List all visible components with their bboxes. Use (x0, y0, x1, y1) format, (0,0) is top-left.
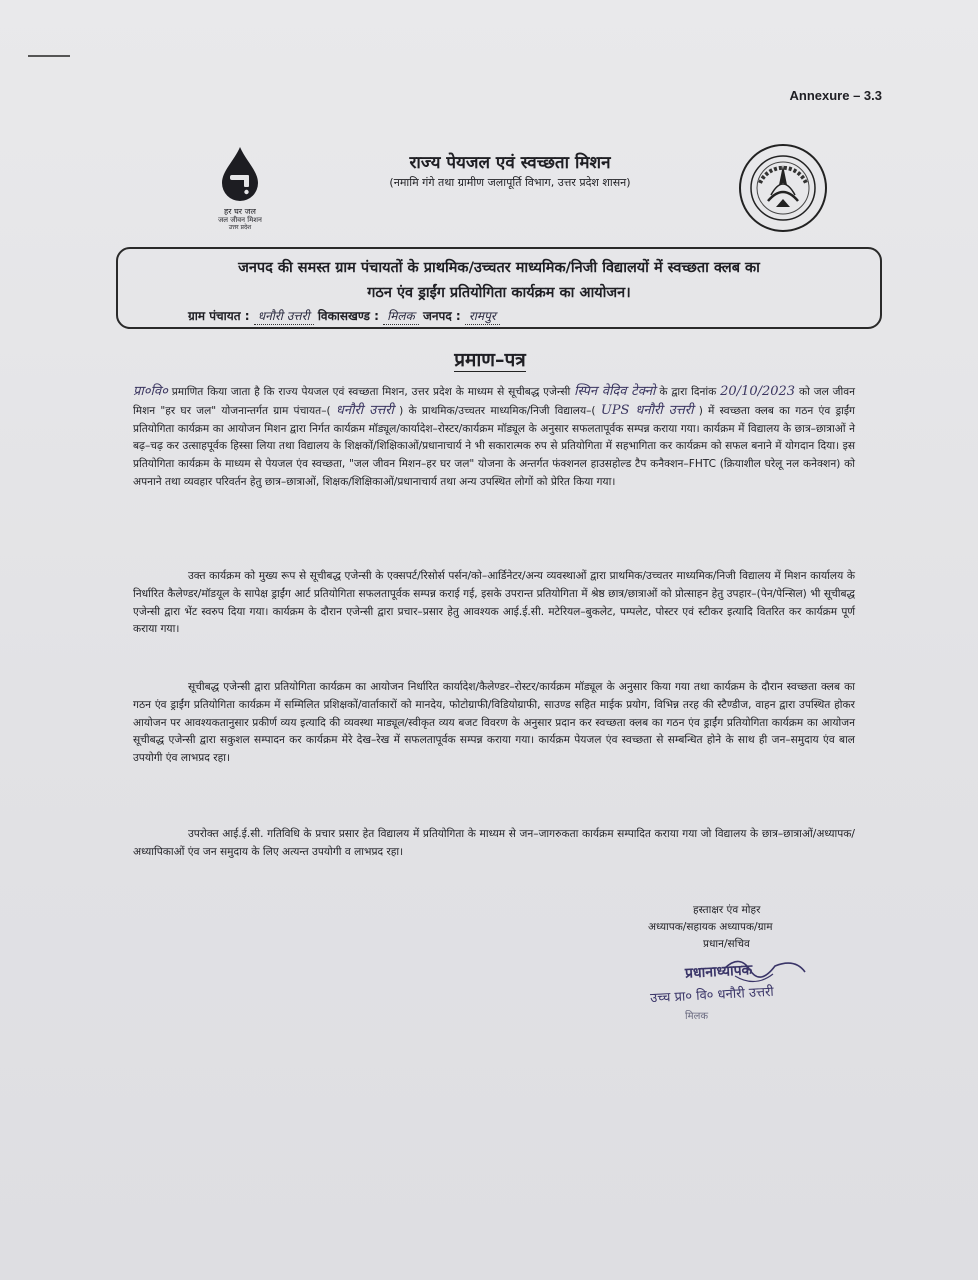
certificate-paragraph-3: सूचीबद्ध एजेन्सी द्वारा प्रतियोगिता कार्यक्रम का आयोजन निर्धारित कार्यादेश/कैलेण्डर–रोस्टर/कार्यक्रम मॉड्यूल के अनुसार किया गया तथा कार्यक्रम के दौरान स्वच्छता क्लब का गठन एंव ड्राईंग प्रतियोगिता कार्यक्रम में सम्मिलित प्रशिक्षकों/वार्ताकारों को मानदेय, फोटोग्राफी/विडियोग्राफी, साउण्ड सहित माईक प्रयोग, विभिन्न तरह की स्टैण्डीज, वाहन द्वारा उपस्थित होकर आयोजन पर आवश्यकतानुसार प्रकीर्ण व्यय इत्यादि की व्यवस्था माड्यूल/स्वीकृत व्यय बजट विवरण के अनुसार प्रदान कर स्वच्छता क्लब का गठन एंव ड्राईंग प्रतियोगिता कार्यक्रम का आयोजन सूचीबद्ध एजेन्सी द्वारा सकुशल सम्पादन कर कार्यक्रम मेरे देख–रेख में सफलतापूर्वक सम्पन्न कराया गया। कार्यक्रम पेयजल एंव स्वच्छता से सम्बन्धित होने के साथ ही जन–समुदाय एंव बाल उपयोगी एंव लाभप्रद रहा। (133, 681, 855, 765)
logo-caption-1: हर घर जल (224, 207, 256, 216)
stamp-block: मिलक (685, 1011, 709, 1022)
stamp-designation: प्रधानाध्यापक (684, 962, 753, 982)
program-heading-box (116, 247, 882, 329)
p1-text-b: के द्वारा दिनांक (659, 386, 717, 398)
gram-panchayat-label: ग्राम पंचायत : (188, 309, 250, 323)
handwritten-agency: स्पिन वेदिव टेक्नो (574, 384, 656, 399)
handwritten-date: 20/10/2023 (720, 384, 796, 399)
certificate-paragraph-1 (133, 383, 855, 492)
logo-caption-3: उत्तर प्रदेश (228, 224, 252, 231)
p1-text-e: ) में स्वच्छता क्लब का गठन एंव ड्राईंग प्रतियोगिता कार्यक्रम का आयोजन मिशन द्वारा निर्गत कार्यक्रम मॉड्यूल/कार्यादेश–रोस्टर/कार्यक्रम मॉड्यूल के अनुसार सफलतापूर्वक सम्पन्न कराया गया। कार्यक्रम में विद्यालय के छात्र–छात्राओं ने बढ़–चढ़ कर उत्साहपूर्वक हिस्सा लिया तथा विद्यालय के शिक्षकों/शिक्षिकाओं/प्रधानाचार्य ने भी सकारात्मक रुप से प्रतियोगिता में सहभागिता कर कार्यक्रम को सफल बनाने में योगदान दिया। इस प्रतियोगिता कार्यक्रम के माध्यम से पेयजल एंव स्वच्छता, "जल जीवन मिशन–हर घर जल" योजना के अन्तर्गत फंक्शनल हाउसहोल्ड टैप कनैक्शन–FHTC (क्रियाशील घरेलू नल कनेक्शन) को अपनाने तथा व्यवहार परिवर्तन हेतु छात्र–छात्राओं, शिक्षक/शिक्षिकाओं/प्रधानाचार्य तथा अन्य उपस्थित लोगों को प्रेरित किया गया। (133, 404, 856, 488)
annexure-label: Annexure – 3.3 (789, 88, 882, 103)
certificate-paragraph-4: उपरोक्त आई.ई.सी. गतिविधि के प्रचार प्रसार हेत विद्यालय में प्रतियोगिता के माध्यम से जन–जागरुकता कार्यक्रम सम्पादित कराया गया जो विद्यालय के छात्र–छात्राओं/अध्यापक/अध्यापिकाओं एंव जन समुदाय के लिए अत्यन्त उपयोगी व लाभप्रद रहा। (133, 828, 855, 858)
heading-line-2: गठन एंव ड्राईंग प्रतियोगिता कार्यक्रम का आयोजन। (367, 285, 631, 301)
headmaster-stamp (645, 958, 860, 1028)
pen-mark (28, 55, 70, 57)
mission-title: राज्य पेयजल एवं स्वच्छता मिशन (409, 153, 611, 173)
handwritten-school-type: प्रा०वि० (133, 384, 168, 399)
vikaskhand-value: मिलक (383, 307, 419, 325)
jal-jeevan-mission-logo (195, 145, 285, 232)
uttar-pradesh-government-seal (738, 143, 828, 233)
handwritten-school: UPS धनौरी उत्तरी (600, 402, 694, 418)
gram-panchayat-value: धनौरी उत्तरी (254, 307, 314, 325)
mission-subtitle: (नमामि गंगे तथा ग्रामीण जलापूर्ति विभाग, उत्तर प्रदेश शासन) (389, 176, 631, 189)
certificate-paragraph-2: उक्त कार्यक्रम को मुख्य रूप से सूचीबद्ध एजेन्सी के एक्सपर्ट/रिसोर्स पर्सन/को–आर्डिनेटर/अन्य व्यवस्थाओं द्वारा प्राथमिक/उच्चतर माध्यमिक/निजी विद्यालय में मिशन कार्यालय के निर्धारित कैलेण्डर/मॉडयूल के सापेक्ष ड्राईंग आर्ट प्रतियोगिता सफलतापूर्वक सम्पन्न कराई गई, इसके उपरान्त प्रतियोगिता में श्रेष्ठ छात्र/छात्राओं को प्रोत्साहन हेतु उपहार–(पेन/पेन्सिल) भी सूचीबद्ध एजेन्सी द्वारा भेंट स्वरुप दिया गया। कार्यक्रम के दौरान एजेन्सी द्वारा प्रचार–प्रसार हेतु आवश्यक आई.ई.सी. मटेरियल–बुकलेट, पम्पलेट, पोस्टर एवं स्टीकर इत्यादि वितरित कर कार्यक्रम पूर्ण कराया गया। (133, 570, 855, 636)
signature-block (640, 902, 860, 953)
location-fields (188, 307, 500, 325)
logo-caption-2: जल जीवन मिशन (218, 216, 262, 224)
p1-text-d: ) के प्राथमिक/उच्चतर माध्यमिक/निजी विद्यालय–( (399, 404, 596, 417)
p1-text-c: को जल जीवन मिशन "हर घर जल" योजनान्तर्गत ग्राम पंचायत–( (133, 386, 856, 417)
handwritten-gram: धनौरी उत्तरी (335, 402, 394, 418)
signature-label: हस्ताक्षर एंव मोहर (693, 904, 761, 916)
heading-line-1: जनपद की समस्त ग्राम पंचायतों के प्राथमिक/उच्चतर माध्यमिक/निजी विद्यालयों में स्वच्छता क्लब का (238, 260, 760, 276)
signatory-roles-2: प्रधान/सचिव (703, 938, 750, 950)
water-drop-tap-icon (218, 145, 262, 201)
p1-text-a: प्रमाणित किया जाता है कि राज्य पेयजल एवं स्वच्छता मिशन, उत्तर प्रदेश के माध्यम से सूचीबद्ध एजेन्सी (171, 386, 571, 398)
janpad-value: रामपुर (465, 307, 500, 325)
vikaskhand-label: विकासखण्ड : (317, 309, 379, 323)
stamp-school: उच्च प्रा० वि० धनौरी उत्तरी (649, 984, 775, 1007)
janpad-label: जनपद : (422, 309, 461, 323)
certificate-title: प्रमाण–पत्र (454, 349, 526, 371)
signatory-roles: अध्यापक/सहायक अध्यापक/ग्राम (648, 921, 773, 933)
